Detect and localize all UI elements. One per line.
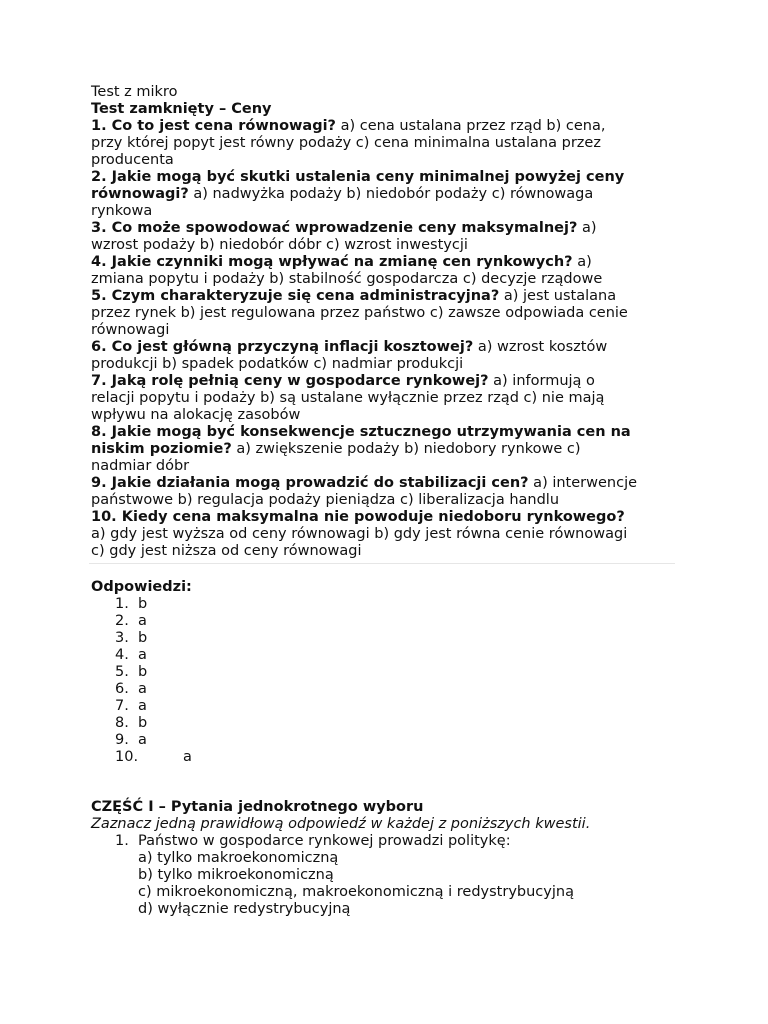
mc-option: d) wyłącznie redystrybucyjną [138, 901, 351, 917]
part-title: CZĘŚĆ I – Pytania jednokrotnego wyboru [91, 799, 424, 815]
answers-title: Odpowiedzi: [91, 579, 192, 595]
mc-option: c) mikroekonomiczną, makroekonomiczną i redystrybucyjną [138, 884, 574, 900]
list-item: 9. a [115, 732, 147, 748]
list-item: 2. a [115, 613, 147, 629]
section-title: Test zamknięty – Ceny [91, 101, 272, 117]
question-3: 3. Co może spowodować wprowadzenie ceny maksymalnej? a) wzrost podaży b) niedobór dóbr c) wzrost inwestycji [91, 220, 597, 253]
question-7: 7. Jaką rolę pełnią ceny w gospodarce rynkowej? a) informują o relacji popytu i podaży b) są ustalane wyłącznie przez rząd c) nie mają wpływu na alokację zasobów [91, 373, 605, 423]
list-item: 3. b [115, 630, 148, 646]
mc-option: a) tylko makroekonomiczną [138, 850, 339, 866]
list-item: 10. a [115, 749, 192, 765]
question-9: 9. Jakie działania mogą prowadzić do stabilizacji cen? a) interwencje państwowe b) regulacja podaży pieniądza c) liberalizacja handlu [91, 475, 638, 508]
question-10: 10. Kiedy cena maksymalna nie powoduje niedoboru rynkowego? a) gdy jest wyższa od ceny równowagi b) gdy jest równa cenie równowagi c) gdy jest niższa od ceny równowagi [91, 509, 628, 559]
doc-title: Test z mikro [91, 84, 178, 100]
question-8: 8. Jakie mogą być konsekwencje sztucznego utrzymywania cen na niskim poziomie? a) zwiększenie podaży b) niedobory rynkowe c) nadmiar dóbr [91, 424, 631, 474]
question-2: 2. Jakie mogą być skutki ustalenia ceny minimalnej powyżej ceny równowagi? a) nadwyżka podaży b) niedobór podaży c) równowaga rynkowa [91, 169, 625, 219]
question-5: 5. Czym charakteryzuje się cena administracyjna? a) jest ustalana przez rynek b) jest regulowana przez państwo c) zawsze odpowiada cenie równowagi [91, 288, 628, 338]
divider [89, 563, 675, 564]
part-instruction: Zaznacz jedną prawidłową odpowiedź w każdej z poniższych kwestii. [91, 816, 591, 832]
list-item: 5. b [115, 664, 148, 680]
question-4: 4. Jakie czynniki mogą wpływać na zmianę cen rynkowych? a) zmiana popytu i podaży b) stabilność gospodarcza c) decyzje rządowe [91, 254, 603, 287]
document-page [91, 84, 681, 918]
mc-option: b) tylko mikroekonomiczną [138, 867, 334, 883]
list-item: 8. b [115, 715, 148, 731]
list-item: 1. b [115, 596, 148, 612]
question-6: 6. Co jest główną przyczyną inflacji kosztowej? a) wzrost kosztów produkcji b) spadek podatków c) nadmiar produkcji [91, 339, 608, 372]
list-item: 4. a [115, 647, 147, 663]
answers-list [91, 596, 681, 766]
questions-list [91, 118, 681, 560]
mc-question: 1. Państwo w gospodarce rynkowej prowadzi politykę: [115, 833, 511, 849]
list-item: 7. a [115, 698, 147, 714]
question-1: 1. Co to jest cena równowagi? a) cena ustalana przez rząd b) cena, przy której popyt jest równy podaży c) cena minimalna ustalana przez producenta [91, 118, 606, 168]
list-item: 6. a [115, 681, 147, 697]
